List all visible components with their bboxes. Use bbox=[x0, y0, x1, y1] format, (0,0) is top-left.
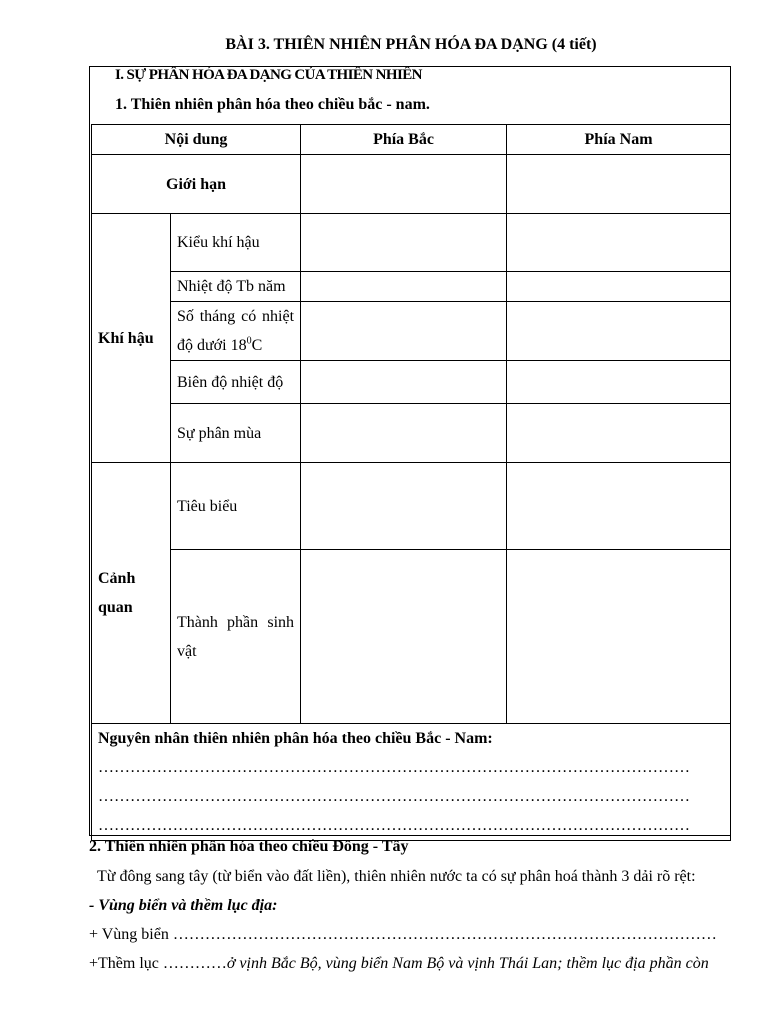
sea-heading: - Vùng biển và thềm lục địa: bbox=[89, 897, 278, 914]
cause-label: Nguyên nhân thiên nhiên phân hóa theo chiều Bắc - Nam: bbox=[98, 730, 493, 747]
shelf-prefix: +Thềm lục ………… bbox=[89, 955, 227, 972]
cell-cold-months-south[interactable] bbox=[507, 302, 731, 361]
cell-biota-south[interactable] bbox=[507, 550, 731, 724]
row-label-typical: Tiêu biểu bbox=[171, 463, 301, 550]
page-title: BÀI 3. THIÊN NHIÊN PHÂN HÓA ĐA DẠNG (4 tiết) bbox=[225, 36, 597, 53]
cause-line-1: ………………………………………………………………………………………………… bbox=[98, 759, 690, 776]
comparison-table bbox=[91, 124, 731, 841]
row-label-biota: Thành phần sinh vật bbox=[171, 550, 301, 724]
shelf-rest: ở vịnh Bắc Bộ, vùng biển Nam Bộ và vịnh Thái Lan; thềm lục địa phần còn bbox=[226, 955, 709, 972]
row-label-amplitude: Biên độ nhiệt độ bbox=[171, 361, 301, 404]
section-1-heading: I. SỰ PHÂN HÓA ĐA DẠNG CỦA THIÊN NHIÊN bbox=[115, 67, 422, 83]
row-label-seasons: Sự phân mùa bbox=[171, 404, 301, 463]
cause-cell[interactable] bbox=[92, 724, 731, 841]
cell-climate-type-north[interactable] bbox=[301, 214, 507, 272]
section-2-heading: 2. Thiên nhiên phân hóa theo chiều Đông - Tây bbox=[89, 838, 409, 855]
cell-biota-north[interactable] bbox=[301, 550, 507, 724]
header-north: Phía Bắc bbox=[301, 125, 507, 155]
cell-climate-type-south[interactable] bbox=[507, 214, 731, 272]
cell-amplitude-north[interactable] bbox=[301, 361, 507, 404]
row-label-climate-type: Kiểu khí hậu bbox=[171, 214, 301, 272]
cell-avg-temp-north[interactable] bbox=[301, 272, 507, 302]
cell-seasons-north[interactable] bbox=[301, 404, 507, 463]
row-label-limit: Giới hạn bbox=[92, 155, 301, 214]
header-content: Nội dung bbox=[92, 125, 301, 155]
cell-amplitude-south[interactable] bbox=[507, 361, 731, 404]
cell-seasons-south[interactable] bbox=[507, 404, 731, 463]
group-label-landscape: Cảnh quan bbox=[92, 463, 171, 724]
cell-avg-temp-south[interactable] bbox=[507, 272, 731, 302]
row-label-avg-temp: Nhiệt độ Tb năm bbox=[171, 272, 301, 302]
cell-typical-north[interactable] bbox=[301, 463, 507, 550]
cell-typical-south[interactable] bbox=[507, 463, 731, 550]
cause-line-3: ………………………………………………………………………………………………… bbox=[98, 817, 690, 834]
shelf-line bbox=[89, 955, 709, 973]
section-2-intro: Từ đông sang tây (từ biển vào đất liền), thiên nhiên nước ta có sự phân hoá thành 3 dải rõ rệt: bbox=[97, 868, 696, 885]
cell-limit-south[interactable] bbox=[507, 155, 731, 214]
cell-cold-months-north[interactable] bbox=[301, 302, 507, 361]
row-label-cold-months: Số tháng có nhiệt độ dưới $18^0C$ bbox=[171, 302, 301, 361]
group-label-climate: Khí hậu bbox=[92, 214, 171, 463]
cause-line-2: ………………………………………………………………………………………………… bbox=[98, 788, 690, 805]
section-1-subheading: 1. Thiên nhiên phân hóa theo chiều bắc - nam. bbox=[115, 96, 430, 113]
cell-limit-north[interactable] bbox=[301, 155, 507, 214]
sea-line: + Vùng biển ………………………………………………………………………………………… bbox=[89, 926, 717, 943]
header-south: Phía Nam bbox=[507, 125, 731, 155]
